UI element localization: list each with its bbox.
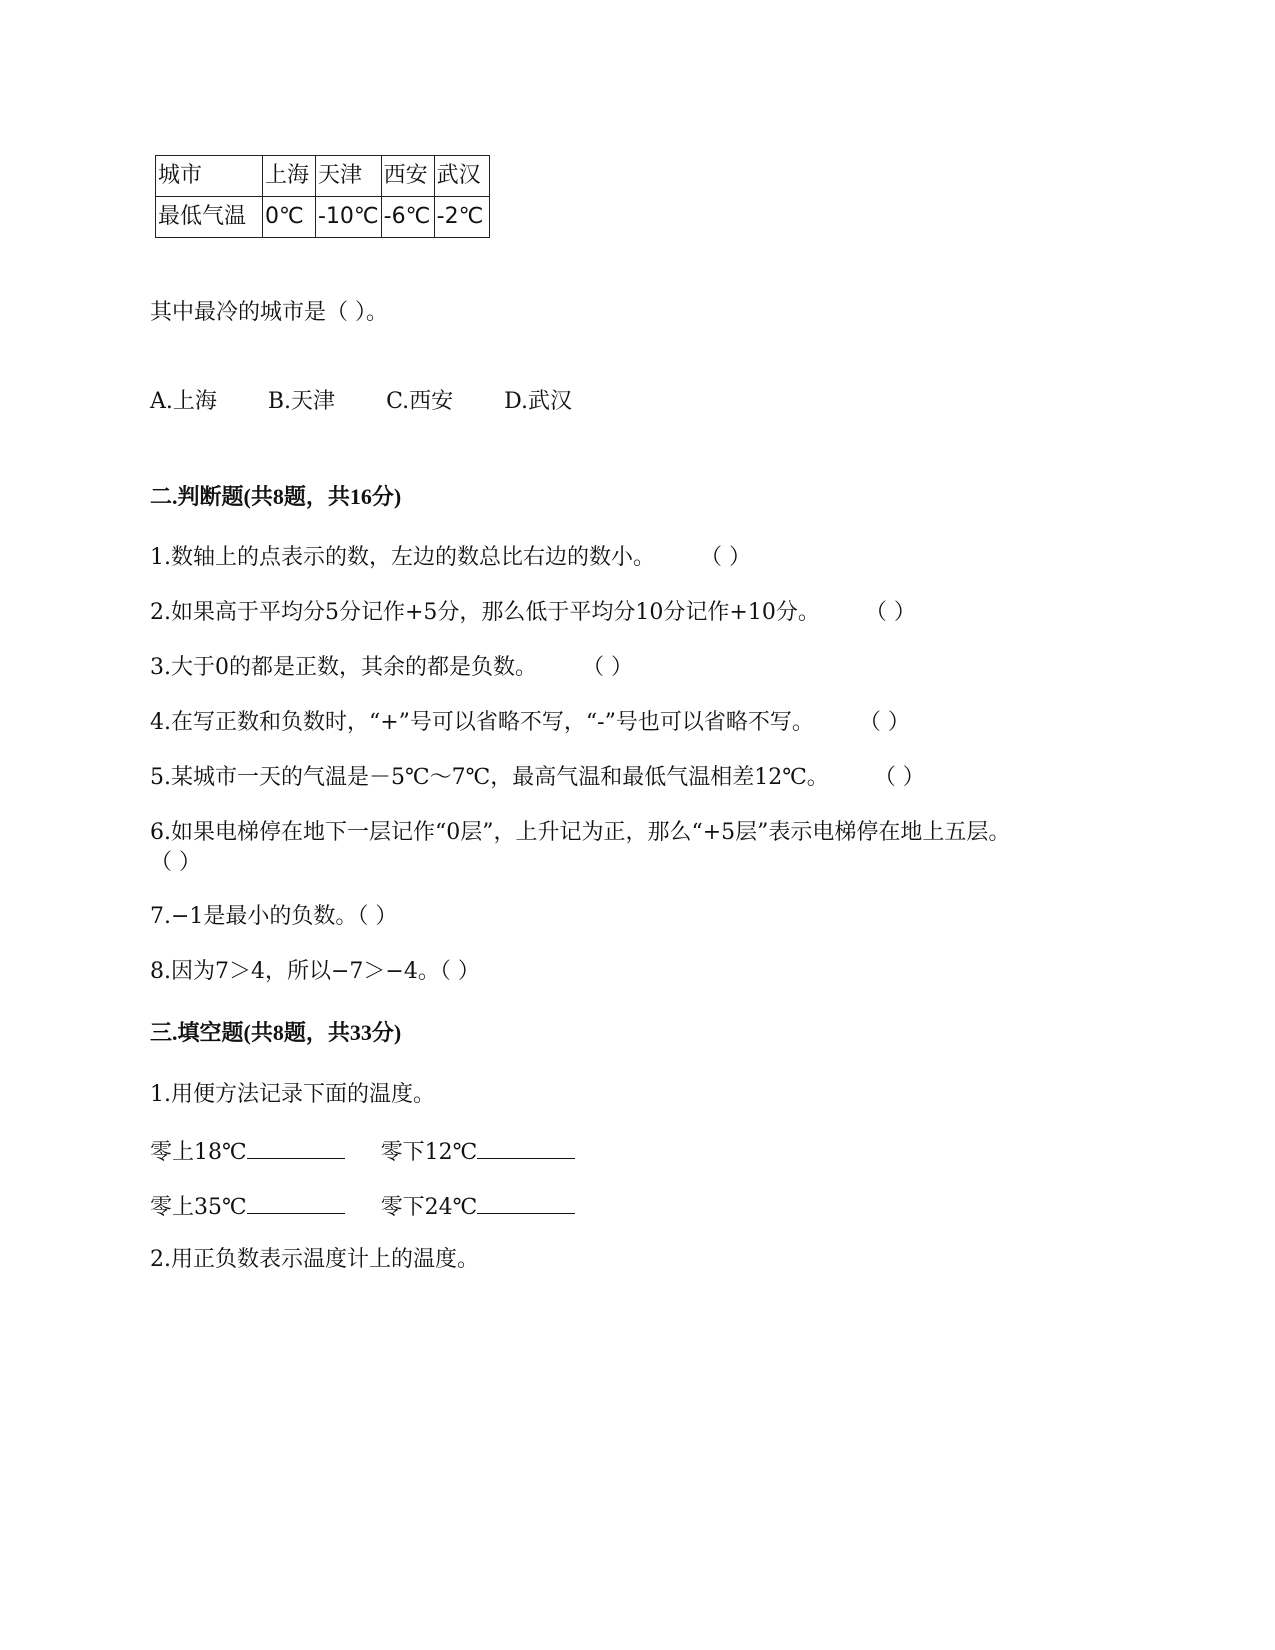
answer-blank[interactable]: [247, 1136, 345, 1159]
fill-label: 零上18℃: [150, 1140, 247, 1165]
fill-question-1: 1.用便方法记录下面的温度。: [150, 1082, 435, 1107]
item-text: 2.如果高于平均分5分记作+5分，那么低于平均分10分记作+10分。: [150, 600, 820, 625]
question-text: 其中最冷的城市是（ ）。: [150, 300, 388, 325]
judgement-item-3: [150, 653, 633, 683]
judgement-item-4: [150, 708, 910, 738]
judgement-item-7: [150, 902, 397, 932]
item-text: 1.数轴上的点表示的数，左边的数总比右边的数小。: [150, 545, 655, 570]
table-cell: 武汉: [434, 156, 489, 197]
answer-paren[interactable]: （ ）: [884, 765, 925, 790]
table-cell: -6℃: [381, 197, 434, 238]
section-title-fill-blank: 三.填空题(共8题，共33分): [150, 1020, 402, 1045]
item-text: 3.大于0的都是正数，其余的都是负数。: [150, 655, 537, 680]
table-cell: 最低气温: [156, 197, 263, 238]
table-row: [156, 156, 490, 197]
answer-paren[interactable]: （ ）: [593, 655, 633, 680]
answer-options: [150, 387, 572, 417]
table-cell: 西安: [381, 156, 434, 197]
table-cell: 天津: [316, 156, 382, 197]
answer-blank[interactable]: [247, 1191, 345, 1214]
option-d[interactable]: D.武汉: [504, 389, 572, 414]
table-row: [156, 197, 490, 238]
answer-blank[interactable]: [477, 1136, 575, 1159]
item-text: 8.因为7＞4，所以−7＞−4。（ ）: [150, 959, 480, 984]
fill-label: 零下12℃: [380, 1140, 478, 1165]
item-text: 4.在写正数和负数时，“+”号可以省略不写，“-”号也可以省略不写。: [150, 710, 814, 735]
judgement-item-8: [150, 957, 480, 987]
fill-row-2: [150, 1191, 611, 1223]
option-a[interactable]: A.上海: [150, 389, 217, 414]
judgement-item-6: [150, 818, 1110, 878]
option-b[interactable]: B.天津: [267, 389, 336, 414]
answer-blank[interactable]: [477, 1191, 575, 1214]
fill-label: 零下24℃: [380, 1195, 478, 1220]
answer-paren[interactable]: （ ）: [150, 850, 201, 875]
fill-row-1: [150, 1136, 611, 1168]
table-cell: 上海: [263, 156, 316, 197]
item-text: 5.某城市一天的气温是－5℃～7℃，最高气温和最低气温相差12℃。: [150, 765, 829, 790]
fill-question-2: 2.用正负数表示温度计上的温度。: [150, 1247, 479, 1272]
table-cell: -10℃: [316, 197, 382, 238]
table-cell: 0℃: [263, 197, 316, 238]
option-c[interactable]: C.西安: [386, 389, 454, 414]
item-text: 6.如果电梯停在地下一层记作“0层”，上升记为正，那么“+5层”表示电梯停在地上五层。: [150, 820, 1011, 845]
fill-label: 零上35℃: [150, 1195, 247, 1220]
answer-paren[interactable]: （ ）: [869, 710, 910, 735]
judgement-item-2: [150, 598, 916, 628]
item-text: 7.−1是最小的负数。（ ）: [150, 904, 398, 929]
table-cell: -2℃: [434, 197, 489, 238]
answer-paren[interactable]: （ ）: [711, 545, 751, 570]
section-title-judgement: 二.判断题(共8题，共16分): [150, 484, 402, 509]
answer-paren[interactable]: （ ）: [875, 600, 916, 625]
temperature-table: [155, 155, 490, 238]
judgement-item-5: [150, 763, 925, 793]
judgement-item-1: [150, 543, 751, 573]
table-cell: 城市: [156, 156, 263, 197]
